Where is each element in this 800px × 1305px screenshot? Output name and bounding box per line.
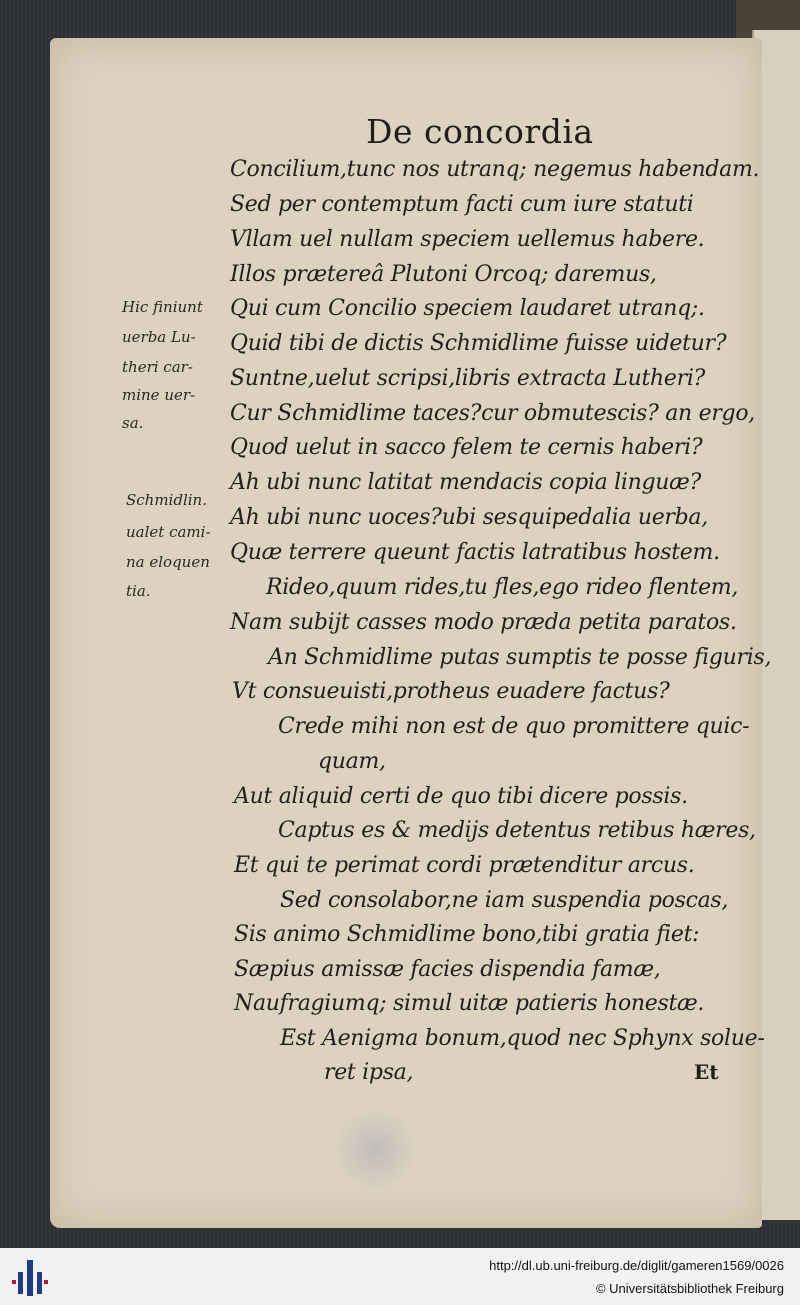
paper-stain — [330, 1110, 420, 1190]
copyright-notice: © Universitätsbibliothek Freiburg — [595, 1281, 784, 1296]
text-line: ret ipsa, — [324, 1060, 414, 1085]
text-line: Vt consueuisti,protheus euadere factus? — [232, 679, 670, 704]
text-line: quam, — [318, 749, 386, 774]
text-line: Sed consolabor,ne iam suspendia poscas, — [280, 888, 729, 913]
margin-note-line: na eloquen — [126, 553, 210, 571]
catchword: Et — [694, 1060, 719, 1084]
text-line: Illos prætereâ Plutoni Orcoq; daremus, — [230, 262, 657, 287]
text-line: Sed per contemptum facti cum iure statuti — [230, 192, 694, 217]
margin-note-line: mine uer- — [122, 386, 196, 404]
running-header: De concordia — [366, 112, 594, 151]
university-library-logo-icon — [12, 1258, 48, 1298]
text-line: Et qui te perimat cordi prætenditur arcus. — [234, 853, 695, 878]
text-line: Sæpius amissæ facies dispendia famæ, — [234, 957, 661, 982]
permalink-url[interactable]: http://dl.ub.uni-freiburg.de/diglit/gameren1569/0026 — [489, 1258, 784, 1273]
text-line: Suntne,uelut scripsi,libris extracta Lutheri? — [230, 366, 706, 391]
margin-note-line: sa. — [122, 414, 144, 432]
text-line: Nam subijt casses modo præda petita paratos. — [230, 610, 737, 635]
text-line: Captus es & medijs detentus retibus hæres, — [278, 818, 756, 843]
margin-note-line: uerba Lu- — [122, 328, 196, 346]
text-line: Cur Schmidlime taces?cur obmutescis? an ergo, — [230, 401, 755, 426]
margin-note-line: Schmidlin. — [126, 491, 207, 509]
margin-note-line: theri car- — [122, 358, 193, 376]
text-line: An Schmidlime putas sumptis te posse figuris, — [268, 645, 772, 670]
text-line: Concilium,tunc nos utranq; negemus habendam. — [230, 157, 760, 182]
text-line: Aut aliquid certi de quo tibi dicere possis. — [234, 784, 688, 809]
text-line: Rideo,quum rides,tu fles,ego rideo flentem, — [266, 575, 739, 600]
text-line: Ah ubi nunc uoces?ubi sesquipedalia uerba, — [230, 505, 708, 530]
text-line: Est Aenigma bonum,quod nec Sphynx solue- — [280, 1026, 765, 1051]
margin-note-line: ualet cami- — [126, 523, 211, 541]
text-line: Quæ terrere queunt factis latratibus hostem. — [230, 540, 720, 565]
text-line: Quid tibi de dictis Schmidlime fuisse uidetur? — [230, 331, 727, 356]
text-line: Ah ubi nunc latitat mendacis copia linguæ? — [230, 470, 702, 495]
text-line: Sis animo Schmidlime bono,tibi gratia fiet: — [234, 922, 700, 947]
text-line: Naufragiumq; simul uitæ patieris honestæ. — [234, 991, 705, 1016]
text-line: Crede mihi non est de quo promittere quic- — [278, 714, 750, 739]
viewer-footer — [0, 1248, 800, 1305]
text-line: Qui cum Concilio speciem laudaret utranq;. — [230, 296, 705, 321]
text-line: Quod uelut in sacco felem te cernis haberi? — [230, 435, 703, 460]
margin-note-line: tia. — [126, 582, 151, 600]
margin-note-line: Hic finiunt — [122, 298, 203, 316]
text-line: Vllam uel nullam speciem uellemus habere. — [230, 227, 705, 252]
